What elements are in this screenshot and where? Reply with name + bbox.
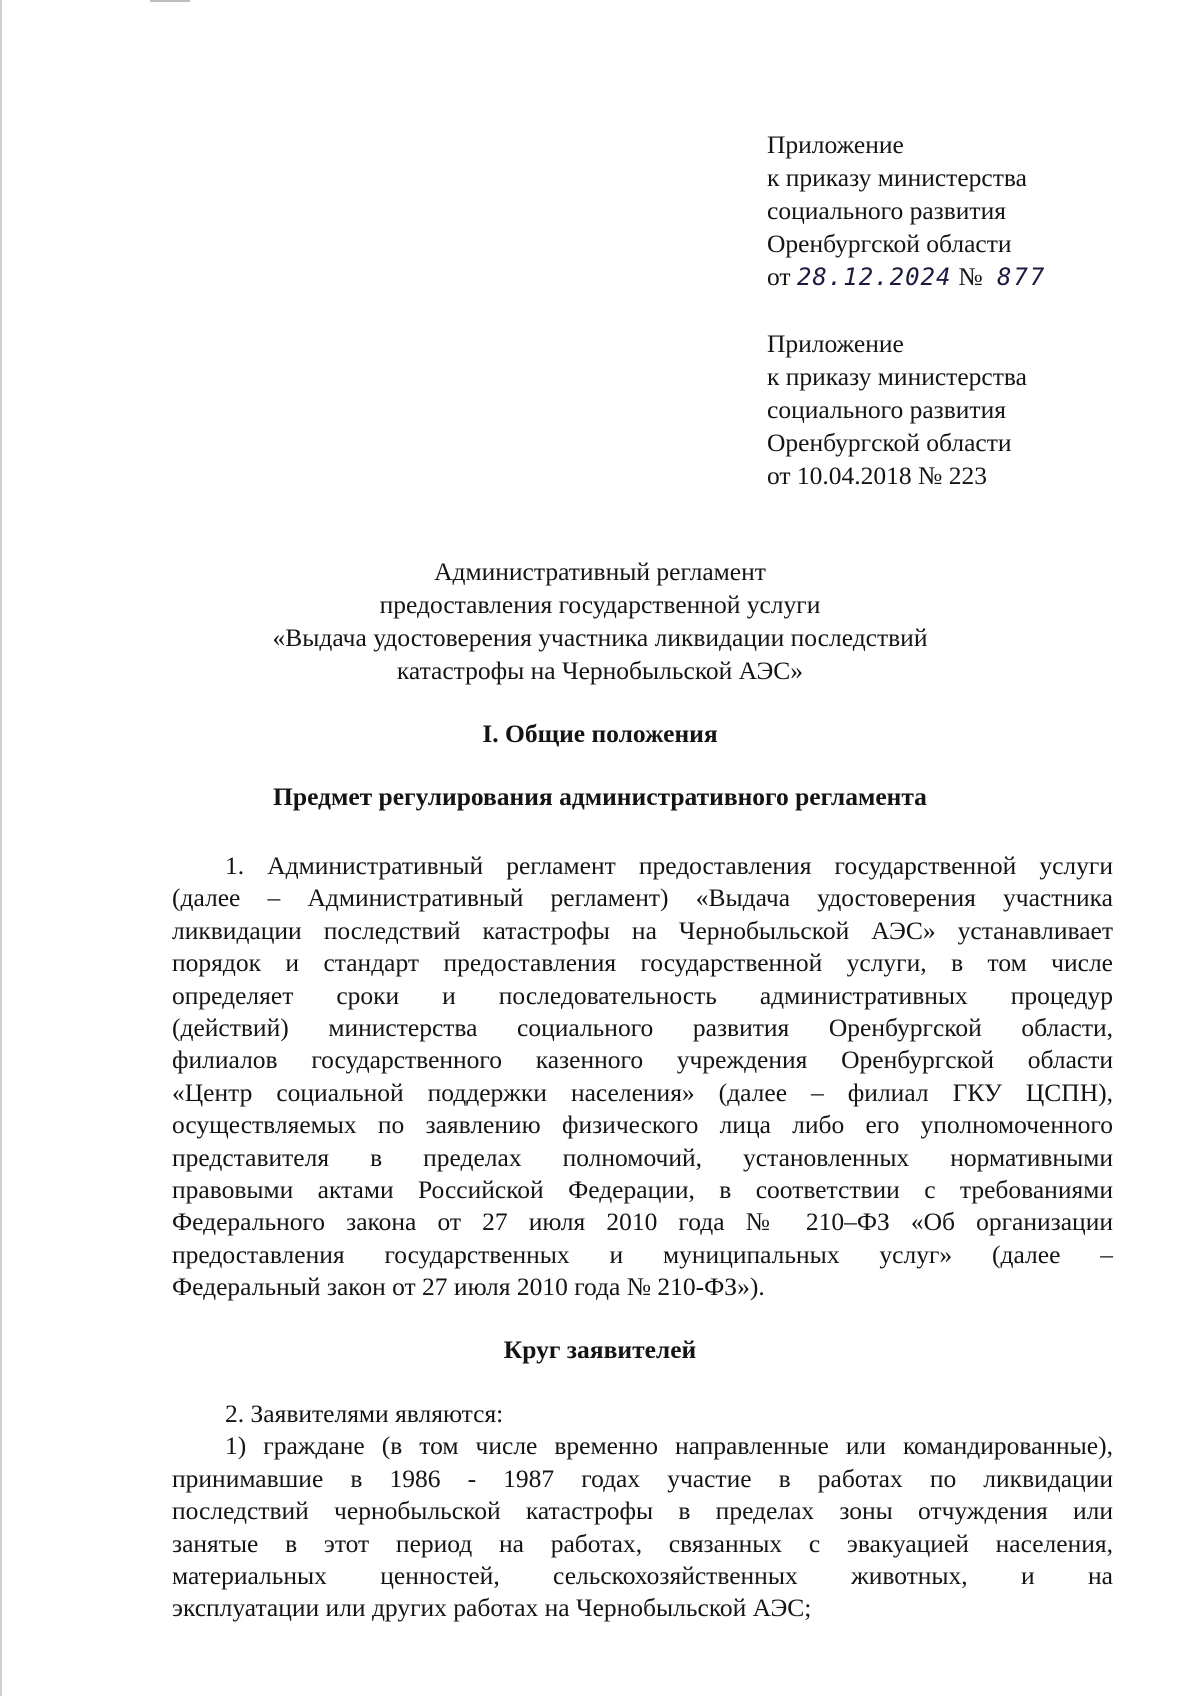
paragraph-line: 1. Административный регламент предоставления государственной услуги xyxy=(225,851,1113,880)
paragraph-2 xyxy=(172,1398,1113,1625)
approval-line: к приказу министерства xyxy=(767,163,1027,192)
subheading-applicants: Круг заявителей xyxy=(503,1335,697,1364)
approval-line: к приказу министерства xyxy=(767,362,1027,391)
subheading-subject: Предмет регулирования административного регламента xyxy=(273,782,927,811)
number-sign: № xyxy=(958,262,983,291)
approval-line: социального развития xyxy=(767,196,1006,225)
paragraph-line: филиалов государственного казенного учреждения Оренбургской области xyxy=(172,1045,1113,1075)
approval-line: от 10.04.2018 № 223 xyxy=(767,461,988,490)
paragraph-line: представителя в пределах полномочий, установленных нормативными xyxy=(172,1142,1113,1172)
paragraph-line: предоставления государственных и муниципальных услуг» (далее – xyxy=(172,1239,1113,1269)
paragraph-line: (далее – Административный регламент) «Выдача удостоверения участника xyxy=(172,883,1113,913)
handwritten-number: 877 xyxy=(997,263,1047,291)
paragraph-line: порядок и стандарт предоставления государственной услуги, в том числе xyxy=(172,948,1113,978)
paragraph-line: (действий) министерства социального развития Оренбургской области, xyxy=(172,1013,1113,1043)
document-title xyxy=(0,555,1200,687)
paragraph-line: материальных ценностей, сельскохозяйственных животных, и на xyxy=(172,1561,1113,1591)
scan-edge-shadow xyxy=(0,0,2,1696)
approval-line: Оренбургской области xyxy=(767,229,1012,258)
paragraph-line: 2. Заявителями являются: xyxy=(225,1399,504,1428)
approval-stamp-current xyxy=(767,128,1046,293)
title-line: предоставления государственной услуги xyxy=(379,590,821,619)
approval-line: Оренбургской области xyxy=(767,428,1012,457)
title-line: Административный регламент xyxy=(434,557,766,586)
paragraph-line: последствий чернобыльской катастрофы в пределах зоны отчуждения или xyxy=(172,1496,1113,1526)
paragraph-line: 1) граждане (в том числе временно направленные или командированные), xyxy=(225,1431,1113,1461)
handwritten-date: 28.12.2024 xyxy=(796,263,952,291)
approval-line: Приложение xyxy=(767,130,904,159)
approval-stamp-previous xyxy=(767,327,1027,492)
scan-top-mark xyxy=(150,0,190,2)
paragraph-line: определяет сроки и последовательность административных процедур xyxy=(172,980,1113,1010)
paragraph-line: эксплуатации или других работах на Чернобыльской АЭС; xyxy=(172,1593,812,1623)
paragraph-line: Федеральный закон от 27 июля 2010 года № 210-ФЗ»). xyxy=(172,1272,765,1302)
paragraph-line: ликвидации последствий катастрофы на Чернобыльской АЭС» устанавливает xyxy=(172,915,1113,945)
date-prefix: от xyxy=(767,262,791,291)
paragraph-line: правовыми актами Российской Федерации, в соответствии с требованиями xyxy=(172,1175,1113,1205)
paragraph-line: занятые в этот период на работах, связанных с эвакуацией населения, xyxy=(172,1528,1113,1558)
section-heading: I. Общие положения xyxy=(482,719,718,748)
title-line: «Выдача удостоверения участника ликвидации последствий xyxy=(272,623,928,652)
paragraph-line: принимавшие в 1986 - 1987 годах участие в работах по ликвидации xyxy=(172,1463,1113,1493)
approval-date-line xyxy=(767,260,1046,293)
approval-line: социального развития xyxy=(767,395,1006,424)
paragraph-line: осуществляемых по заявлению физического лица либо его уполномоченного xyxy=(172,1110,1113,1140)
approval-line: Приложение xyxy=(767,329,904,358)
title-line: катастрофы на Чернобыльской АЭС» xyxy=(396,656,804,685)
paragraph-line: Федерального закона от 27 июля 2010 года № 210–ФЗ «Об организации xyxy=(172,1207,1113,1237)
paragraph-1 xyxy=(172,850,1113,1304)
paragraph-line: «Центр социальной поддержки населения» (далее – филиал ГКУ ЦСПН), xyxy=(172,1077,1113,1107)
